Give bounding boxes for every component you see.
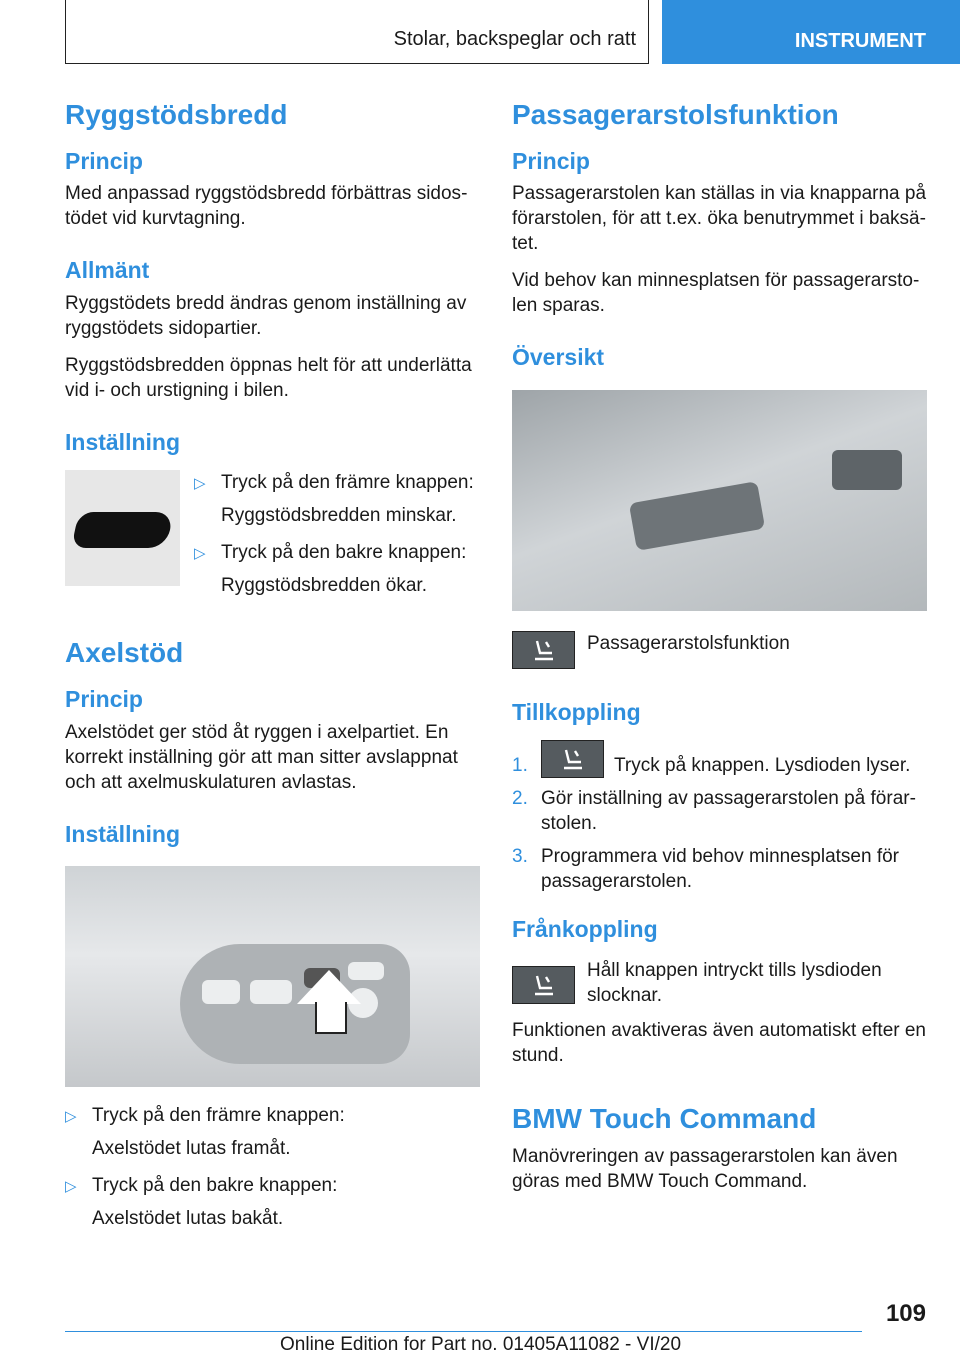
passenger-seat-key[interactable] bbox=[541, 740, 604, 778]
instruction-list: ▷ Tryck på den främre knappen: Ryggstödsbredden minskar. ▷ Tryck på den bakre knappen: Ryggstödsbredden ökar. bbox=[194, 472, 474, 597]
princip-text: Med anpassad ryggstödsbredd förbättras sidostödet vid kurvtagning. bbox=[65, 183, 468, 230]
left-column: Ryggstödsbredd Princip Med anpassad ryggstödsbredd förbättras sidostödet vid kurvtagning. Allmänt Ryggstödets bredd ändras genom inställning av ryggstödets sidopartier. Ryggstödsbredden öppnas helt för att underlätta vid i- och urstigning i bilen. Inställning ▷ Tryck på den främre knappen: Ryggstödsbredden minskar. ▷ Tryck på den bakre knappen: Ryggstödsbredden ökar. Axelstöd Princip Axelstödet ger stöd åt ryggen i axelpartiet. En korrekt inställning gör att man sitter avslappnat och att axelmuskulaturen avlastas. Inställning ▷ Tryck på den främre knappen: Axelstödet lutas framåt. ▷ Tryck på den bakre knappen: Axelstödet lutas bakåt. bbox=[65, 98, 480, 1243]
heading-princip: Princip bbox=[65, 147, 143, 174]
touch-command-text: Manövreringen av passagerarstolen kan även göras med BMW Touch Command. bbox=[512, 1145, 898, 1192]
princip-right-text-2: Vid behov kan minnesplatsen för passagerarstolen sparas. bbox=[512, 270, 920, 317]
heading-princip-right: Princip bbox=[512, 147, 590, 174]
heading-installning: Inställning bbox=[65, 428, 180, 455]
heading-frankoppling: Frånkoppling bbox=[512, 916, 658, 943]
door-panel-image bbox=[512, 390, 927, 611]
princip-right-text-1: Passagerarstolen kan ställas in via knapparna på förarstolen, för att t.ex. öka benutrymmet i baksätet. bbox=[512, 183, 927, 255]
chapter-tab[interactable]: INSTRUMENT bbox=[662, 0, 960, 64]
heading-installning-2: Inställning bbox=[65, 820, 180, 847]
triangle-bullet-icon: ▷ bbox=[65, 1178, 77, 1196]
frankoppling-key-text: Håll knappen intryckt tills lysdioden slocknar. bbox=[587, 959, 882, 1006]
heading-oversikt: Översikt bbox=[512, 344, 605, 371]
overview-caption: Passagerarstolsfunktion bbox=[587, 632, 790, 654]
footer-divider bbox=[65, 1331, 862, 1332]
heading-axelstod: Axelstöd bbox=[65, 637, 184, 669]
heading-ryggstodsbredd: Ryggstödsbredd bbox=[65, 99, 288, 130]
heading-tillkoppling: Tillkoppling bbox=[512, 698, 641, 725]
passenger-seat-key[interactable] bbox=[512, 631, 575, 669]
triangle-bullet-icon: ▷ bbox=[194, 475, 206, 493]
seat-icon bbox=[532, 639, 556, 661]
allmant-text-1: Ryggstödets bredd ändras genom inställning av ryggstödets sidopartier. bbox=[65, 292, 467, 339]
heading-princip-2: Princip bbox=[65, 685, 143, 712]
seat-controls-image bbox=[65, 866, 480, 1087]
backrest-width-button-image bbox=[65, 470, 180, 586]
section-title: Stolar, backspeglar och ratt bbox=[393, 28, 636, 50]
right-column: Passagerarstolsfunktion Princip Passagerarstolen kan ställas in via knapparna på förarstolen, för att t.ex. öka benutrymmet i baksätet. Vid behov kan minnesplatsen för passagerarstolen sparas. Översikt Passagerarstolsfunktion Tillkoppling 1. Tryck på knappen. Lysdioden lyser. 2. Gör inställning av passagerarstolen på förarstolen. 3. Programmera vid behov minnesplatsen för passagerarstolen. Frånkoppling Håll knappen intryckt tills lysdioden slocknar. Funktionen avaktiveras även automatiskt efter en stund. BMW Touch Command Manövreringen av passagerarstolen kan även göras med BMW Touch Command. bbox=[512, 99, 927, 1192]
seat-icon bbox=[561, 748, 585, 770]
princip-2-text: Axelstödet ger stöd åt ryggen i axelpartiet. En korrekt inställning gör att man sitter avslappnat och att axelmuskulaturen avlastas. bbox=[65, 721, 458, 793]
heading-passagerarstolsfunktion: Passagerarstolsfunktion bbox=[512, 99, 839, 130]
arrow-up-icon bbox=[297, 970, 361, 1004]
frankoppling-text: Funktionen avaktiveras även automatiskt efter en stund. bbox=[512, 1019, 927, 1066]
triangle-bullet-icon: ▷ bbox=[194, 545, 206, 563]
heading-allmant: Allmänt bbox=[65, 257, 150, 284]
footer-edition: Online Edition for Part no. 01405A11082 - VI/20 bbox=[280, 1334, 682, 1355]
page-number: 109 bbox=[885, 1300, 926, 1327]
header-section-box bbox=[65, 0, 649, 64]
allmant-text-2: Ryggstödsbredden öppnas helt för att underlätta vid i- och urstigning i bilen. bbox=[65, 354, 472, 401]
passenger-seat-key[interactable] bbox=[512, 966, 575, 1004]
triangle-bullet-icon: ▷ bbox=[65, 1108, 77, 1126]
heading-bmw-touch-command: BMW Touch Command bbox=[512, 1102, 817, 1134]
seat-icon bbox=[532, 974, 556, 996]
